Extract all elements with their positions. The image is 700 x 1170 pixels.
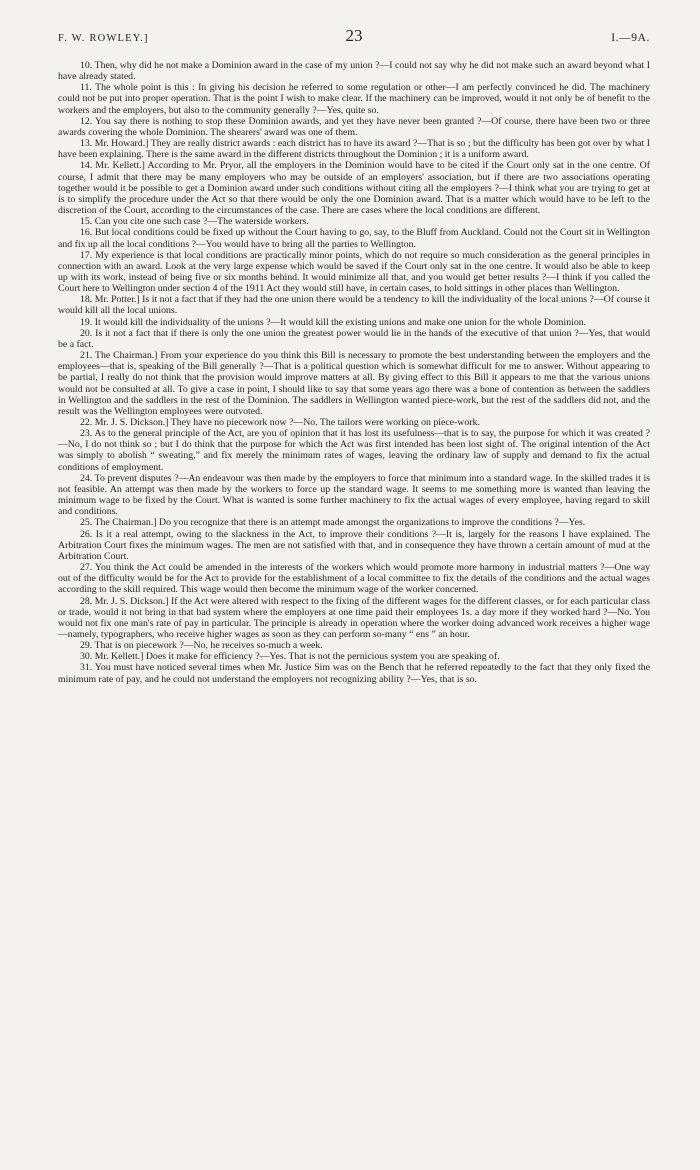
paragraph-14: 14. Mr. Kellett.] According to Mr. Pryor, all the employers in the Dominion would have to be cited if the Court only sat in the one centre. Of course, I admit that there may be many employers who may be outside of an employers' association, but if there are two associations operating together would it be possible to get a Dominion award under such conditions without citing all the employers ?—I think what you are trying to get at is to simplify the procedure under the Act so that there would be only the one Dominion award. That is a matter which would have to be left to the discretion of the Court, according to the circumstances of the case. There are cases where the local conditions are different. (58, 160, 650, 217)
paragraph-12: 12. You say there is nothing to stop these Dominion awards, and yet they have never been granted ?—Of course, there have been two or three awards covering the whole Dominion. The shearers' award was one of them. (58, 115, 650, 138)
paragraph-21: 21. The Chairman.] From your experience do you think this Bill is necessary to promote the best understanding between the employers and the employees—that is, speaking of the Bill generally ?—That is a political question which is somewhat difficult for me to answer. Without appearing to be partial, I really do not think that the provision would improve matters at all. By giving effect to this Bill it appears to me that the various unions would not be consulted at all. To give a case in point, I should like to say that some years ago there was a bone of contention as between the saddlers in Wellington and the saddlers in the rest of the Dominion. The saddlers in Wellington wanted piece-work, but the rest of the saddlers did not, and the result was the Wellington employees were outvoted. (58, 350, 650, 417)
witness-name: F. W. ROWLEY.] (58, 33, 149, 44)
page-header (58, 26, 650, 52)
document-reference: I.—9A. (611, 32, 650, 44)
testimony-body (58, 60, 650, 685)
page-number: 23 (345, 26, 363, 45)
paragraph-30: 30. Mr. Kellett.] Does it make for efficiency ?—Yes. That is not the pernicious system you are speaking of. (80, 651, 500, 663)
paragraph-17: 17. My experience is that local conditions are practically minor points, which do not require so much consideration as the general principles in connection with an award. Look at the very large expense which would be saved if the Court only sat in the one centre. It would also be able to keep up with its work, instead of being five or six months behind. It would minimize all that, and you would get better results ?—I think if you called the Court here to Wellington under section 4 of the 1911 Act they would still have, in certain cases, to hold sittings in other places than Wellington. (58, 249, 650, 295)
paragraph-23: 23. As to the general principle of the Act, are you of opinion that it has lost its usefulness—that is to say, the purpose for which it was created ?—No, I do not think so ; but I do think that the purpose for which the Act was first intended has been lost sight of. The original intention of the Act was simply to abolish “ sweating,” and fix merely the minimum rates of wages, leaving the ordinary law of supply and demand to fix the actual conditions of employment. (58, 428, 650, 473)
paragraph-25: 25. The Chairman.] Do you recognize that there is an attempt made amongst the organizations to improve the conditions ?—Yes. (80, 517, 586, 529)
paragraph-15: 15. Can you cite one such case ?—The waterside workers. (80, 216, 309, 228)
paragraph-24: 24. To prevent disputes ?—An endeavour was then made by the employers to force that minimum into a standard wage. In the skilled trades it is not feasible. An attempt was then made by the workers to force up the standard wage. It seems to me something more is wanted than leaving the minimum wage to be fixed by the Court. What is wanted is some further machinery to fix the actual wages of every employee, having regard to skill and conditions. (58, 472, 650, 518)
paragraph-16: 16. But local conditions could be fixed up without the Court having to go, say, to the Bluff from Auckland. Could not the Court sit in Wellington and fix up all the local conditions ?—You would have to bring all the parties to Wellington. (58, 227, 650, 250)
paragraph-22: 22. Mr. J. S. Dickson.] They have no piecework now ?—No. The tailors were working on piece-work. (80, 417, 480, 428)
paragraph-11: 11. The whole point is this : In giving his decision he referred to some regulation or other—I am perfectly convinced he did. The machinery could not be put into proper operation. That is the point I wish to make clear. If the machinery can be improved, would it not only be of benefit to the workers and the employers, but also to the community generally ?—Yes, quite so. (58, 82, 650, 116)
paragraph-13: 13. Mr. Howard.] They are really district awards : each district has to have its award ?—That is so ; but the difficulty has been got over by what I have been explaining. There is the same award in the different districts throughout the Dominion ; it is a uniform award. (58, 138, 650, 161)
paragraph-31: 31. You must have noticed several times when Mr. Justice Sim was on the Bench that he referred repeatedly to the fact that they only fixed the minimum rate of pay, and he could not understand the employers not recognizing ability ?—Yes, that is so. (58, 662, 650, 685)
paragraph-26: 26. Is it a real attempt, owing to the slackness in the Act, to improve their conditions ?—It is, largely for the reasons I have explained. The Arbitration Court fixes the minimum wages. The men are not satisfied with that, and in consequence they have thrown a certain amount of mud at the Arbitration Court. (58, 528, 650, 562)
paragraph-10: 10. Then, why did he not make a Dominion award in the case of my union ?—I could not say why he did not make such an award beyond what I have already stated. (58, 60, 650, 83)
paragraph-28: 28. Mr. J. S. Dickson.] If the Act were altered with respect to the fixing of the different wages for the different classes, or for each particular class or trade, would it not bring in that bad system where the employers at one time paid their employees 1s. a day more if they worked hard ?—No. You would not fix one man's rate of pay in particular. The principle is already in operation where the worker doing advanced work receives a higher wage—namely, typographers, who receive higher wages as soon as they can perform so-many “ ens ” an hour. (58, 595, 650, 640)
paragraph-29: 29. That is on piecework ?—No, he receives so-much a week. (80, 640, 323, 652)
paragraph-19: 19. It would kill the individuality of the unions ?—It would kill the existing unions and make one union for the whole Dominion. (80, 316, 587, 328)
paragraph-20: 20. Is it not a fact that if there is only the one union the greatest power would lie in the hands of the executive of that union ?—Yes, that would be a fact. (58, 327, 650, 350)
paragraph-18: 18. Mr. Potter.] Is it not a fact that if they had the one union there would be a tendency to kill the individuality of the local unions ?—Of course it would kill all the local unions. (58, 294, 650, 317)
paragraph-27: 27. You think the Act could be amended in the interests of the workers which would promote more harmony in industrial matters ?—One way out of the difficulty would be for the Act to provide for the establishment of a local committee to fix the details of the conditions and the actual wages according to the skill required. This wage would then become the minimum wage of the worker concerned. (58, 562, 650, 596)
